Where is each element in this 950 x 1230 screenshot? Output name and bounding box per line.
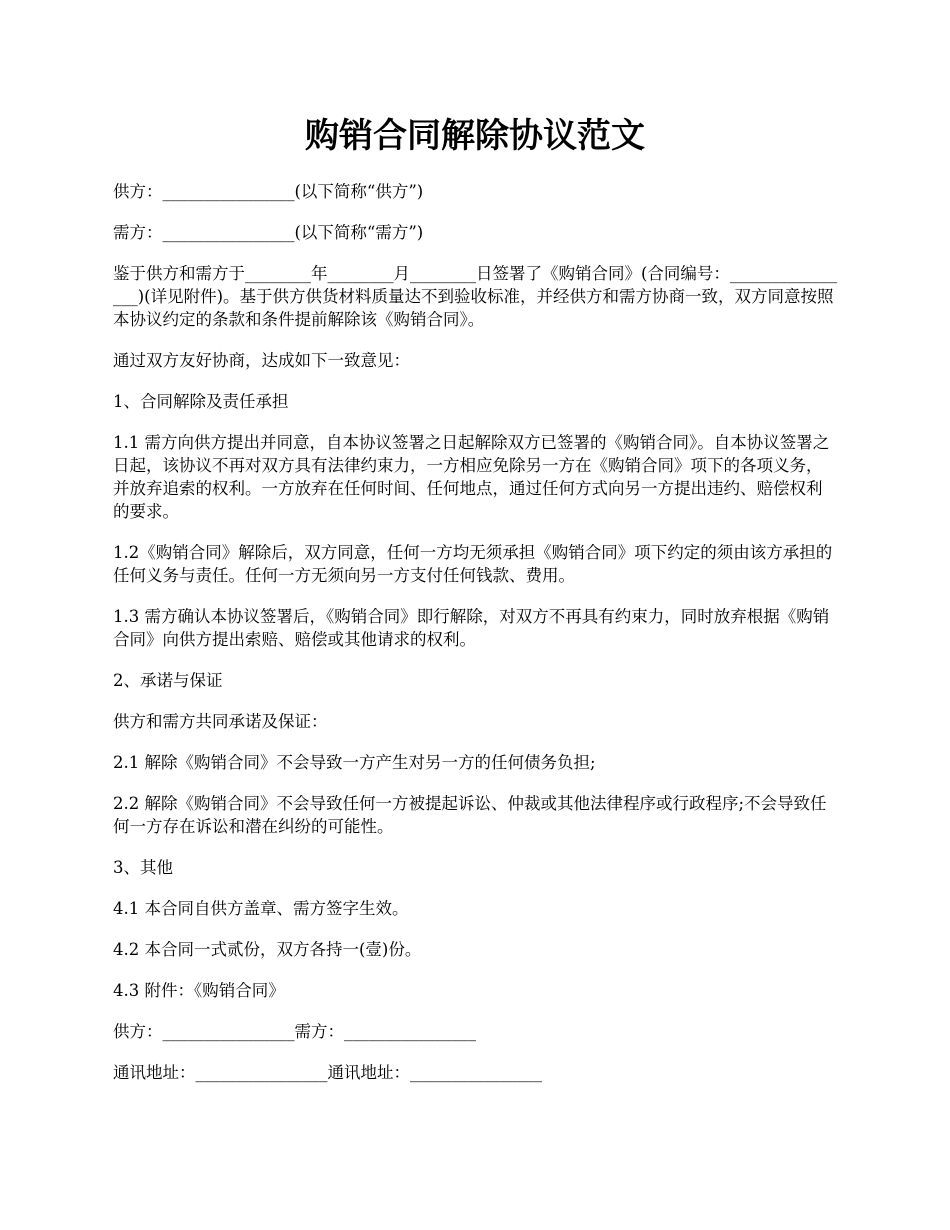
signature-parties-line: 供方：________________需方：________________ [113, 1022, 476, 1041]
clause-2-2: 2.2 解除《购销合同》不会导致任何一方被提起诉讼、仲裁或其他法律程序或行政程序;不会导致任何一方存在诉讼和潜在纠纷的可能性。 [113, 794, 827, 836]
clause-4-1: 4.1 本合同自供方盖章、需方签字生效。 [113, 899, 409, 918]
clause-2-1: 2.1 解除《购销合同》不会导致一方产生对另一方的任何债务负担; [113, 753, 596, 772]
buyer-line: 需方：________________(以下简称“需方”) [113, 223, 424, 242]
clause-4-2: 4.2 本合同一式贰份，双方各持一(壹)份。 [113, 940, 422, 959]
warranty-intro: 供方和需方共同承诺及保证： [113, 712, 328, 731]
clause-1-3: 1.3 需方确认本协议签署后，《购销合同》即行解除，对双方不再具有约束力，同时放弃根据《购销合同》向供方提出索赔、赔偿或其他请求的权利。 [113, 607, 830, 649]
document-body [113, 180, 838, 1102]
supplier-line: 供方：________________(以下简称“供方”) [113, 182, 424, 201]
clause-1-1: 1.1 需方向供方提出并同意，自本协议签署之日起解除双方已签署的《购销合同》。自本协议签署之日起，该协议不再对双方具有法律约束力，一方相应免除另一方在《购销合同》项下的各项义务，并放弃追索的权利。一方放弃在任何时间、任何地点，通过任何方式向另一方提出违约、赔偿权利的要求。 [113, 433, 830, 521]
section-heading-1: 1、合同解除及责任承担 [113, 392, 289, 411]
clause-1-2: 1.2《购销合同》解除后，双方同意，任何一方均无须承担《购销合同》项下约定的须由该方承担的任何义务与责任。任何一方无须向另一方支付任何钱款、费用。 [113, 543, 833, 585]
document-title: 购销合同解除协议范文 [305, 116, 645, 156]
preamble-paragraph: 鉴于供方和需方于________年________月________日签署了《购销合同》(合同编号：________________)(详见附件)。基于供方供货材料质量达不到验收标准，并经供方和需方协商一致，双方同意按照本协议约定的条款和条件提前解除该《购销合同》。 [113, 264, 838, 329]
section-heading-3: 3、其他 [113, 858, 173, 877]
consensus-intro: 通过双方友好协商，达成如下一致意见： [113, 351, 410, 370]
section-heading-2: 2、承诺与保证 [113, 671, 223, 690]
signature-address-line: 通讯地址：________________通讯地址：________________ [113, 1063, 542, 1082]
clause-4-3: 4.3 附件：《购销合同》 [113, 981, 285, 1000]
